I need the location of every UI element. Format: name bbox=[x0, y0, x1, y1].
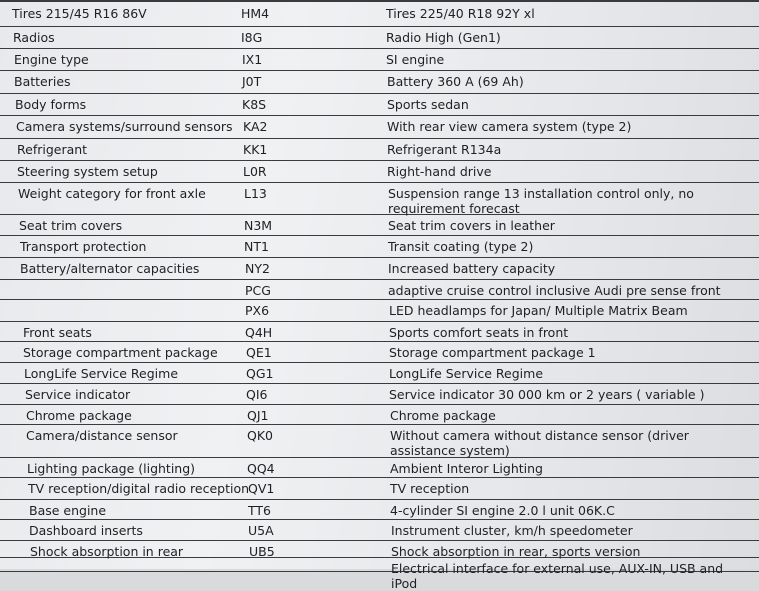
category-cell: Radios bbox=[13, 30, 55, 45]
description-cell: TV reception bbox=[390, 481, 470, 496]
category-cell: Seat trim covers bbox=[19, 218, 123, 233]
category-cell: TV reception/digital radio reception bbox=[28, 481, 250, 496]
code-cell: KK1 bbox=[243, 142, 268, 157]
table-row bbox=[0, 235, 759, 258]
code-cell: NT1 bbox=[244, 239, 269, 254]
category-cell: Camera/distance sensor bbox=[26, 428, 178, 443]
table-row bbox=[0, 48, 759, 71]
category-cell: Lighting package (lighting) bbox=[27, 461, 196, 476]
category-cell: Chrome package bbox=[26, 408, 132, 423]
description-cell: Radio High (Gen1) bbox=[386, 30, 501, 45]
table-row bbox=[0, 519, 759, 541]
table-row bbox=[0, 499, 759, 520]
description-cell: Right-hand drive bbox=[387, 164, 492, 179]
description-cell: Chrome package bbox=[390, 408, 496, 423]
code-cell: TT6 bbox=[248, 503, 272, 518]
table-row bbox=[0, 540, 759, 558]
category-cell: Battery/alternator capacities bbox=[20, 261, 200, 276]
code-cell: KA2 bbox=[243, 119, 268, 134]
code-cell: QE1 bbox=[246, 345, 272, 360]
description-cell: Tires 225/40 R18 92Y xl bbox=[386, 6, 535, 21]
table-row bbox=[0, 160, 759, 183]
category-cell: Refrigerant bbox=[17, 142, 88, 157]
category-cell: Front seats bbox=[23, 325, 92, 340]
code-cell: QV1 bbox=[248, 481, 275, 496]
description-cell: Sports comfort seats in front bbox=[389, 325, 569, 340]
table-row bbox=[0, 115, 759, 139]
table-row bbox=[0, 557, 759, 591]
category-cell: Engine type bbox=[14, 52, 89, 67]
category-cell: Dashboard inserts bbox=[29, 523, 143, 538]
table-row bbox=[0, 362, 759, 384]
table-row bbox=[0, 70, 759, 94]
code-cell: QQ4 bbox=[247, 461, 275, 476]
table-row bbox=[0, 138, 759, 161]
code-cell: NY2 bbox=[245, 261, 270, 276]
description-cell: SI engine bbox=[386, 52, 445, 67]
code-cell: J0T bbox=[242, 74, 262, 89]
table-row bbox=[0, 93, 759, 116]
table-row bbox=[0, 383, 759, 405]
description-cell: Refrigerant R134a bbox=[387, 142, 502, 157]
code-cell: QG1 bbox=[246, 366, 274, 381]
table-row bbox=[0, 2, 759, 27]
description-cell: Storage compartment package 1 bbox=[389, 345, 596, 360]
category-cell: Batteries bbox=[14, 74, 71, 89]
description-cell: With rear view camera system (type 2) bbox=[387, 119, 632, 134]
table-row bbox=[0, 299, 759, 322]
category-cell: Service indicator bbox=[25, 387, 131, 402]
category-cell: Transport protection bbox=[20, 239, 147, 254]
description-cell: Suspension range 13 installation control only, no requirement forecast bbox=[388, 186, 694, 216]
category-cell: Body forms bbox=[15, 97, 87, 112]
description-cell: Electrical interface for external use, AUX-IN, USB and iPod bbox=[391, 561, 724, 591]
description-cell: Without camera without distance sensor (driver assistance system) bbox=[390, 428, 689, 458]
category-cell: Storage compartment package bbox=[23, 345, 218, 360]
table-row bbox=[0, 279, 759, 300]
code-cell: L13 bbox=[244, 186, 267, 201]
code-cell: PX6 bbox=[245, 303, 270, 318]
category-cell: Weight category for front axle bbox=[18, 186, 206, 201]
code-cell: L0R bbox=[243, 164, 267, 179]
description-cell: Transit coating (type 2) bbox=[388, 239, 534, 254]
description-cell: Seat trim covers in leather bbox=[388, 218, 555, 233]
code-cell: I8G bbox=[241, 30, 263, 45]
description-cell: Instrument cluster, km/h speedometer bbox=[391, 523, 633, 538]
category-cell: Tires 215/45 R16 86V bbox=[12, 6, 147, 21]
table-row bbox=[0, 457, 759, 478]
description-cell: Battery 360 A (69 Ah) bbox=[387, 74, 524, 89]
description-cell: LongLife Service Regime bbox=[389, 366, 544, 381]
description-cell: Ambient Interor Lighting bbox=[390, 461, 543, 476]
table-row bbox=[0, 214, 759, 236]
code-cell: UB5 bbox=[249, 544, 275, 559]
category-cell: Camera systems/surround sensors bbox=[16, 119, 233, 134]
table-row bbox=[0, 404, 759, 425]
code-cell: K8S bbox=[242, 97, 267, 112]
code-cell: N3M bbox=[244, 218, 273, 233]
table-row bbox=[0, 182, 759, 215]
description-cell: Shock absorption in rear, sports version bbox=[391, 544, 641, 559]
table-row bbox=[0, 26, 759, 49]
table-row bbox=[0, 477, 759, 500]
code-cell: QK0 bbox=[247, 428, 273, 443]
category-cell: Steering system setup bbox=[17, 164, 158, 179]
category-cell: Base engine bbox=[29, 503, 107, 518]
category-cell: Shock absorption in rear bbox=[30, 544, 184, 559]
category-cell: LongLife Service Regime bbox=[24, 366, 179, 381]
code-cell: HM4 bbox=[241, 6, 270, 21]
code-cell: QI6 bbox=[246, 387, 268, 402]
table-row bbox=[0, 321, 759, 342]
description-cell: Sports sedan bbox=[387, 97, 469, 112]
code-cell: Q4H bbox=[245, 325, 273, 340]
description-cell: 4-cylinder SI engine 2.0 l unit 06K.C bbox=[390, 503, 615, 518]
description-cell: Service indicator 30 000 km or 2 years ( variable ) bbox=[389, 387, 705, 402]
description-cell: LED headlamps for Japan/ Multiple Matrix Beam bbox=[389, 303, 688, 318]
code-cell: IX1 bbox=[242, 52, 263, 67]
description-cell: Increased battery capacity bbox=[388, 261, 556, 276]
table-row bbox=[0, 341, 759, 363]
code-cell: PCG bbox=[245, 283, 271, 298]
description-cell: adaptive cruise control inclusive Audi pre sense front bbox=[388, 283, 721, 298]
table-row bbox=[0, 257, 759, 280]
code-cell: U5A bbox=[248, 523, 274, 538]
code-cell: QJ1 bbox=[247, 408, 269, 423]
table-row bbox=[0, 424, 759, 458]
